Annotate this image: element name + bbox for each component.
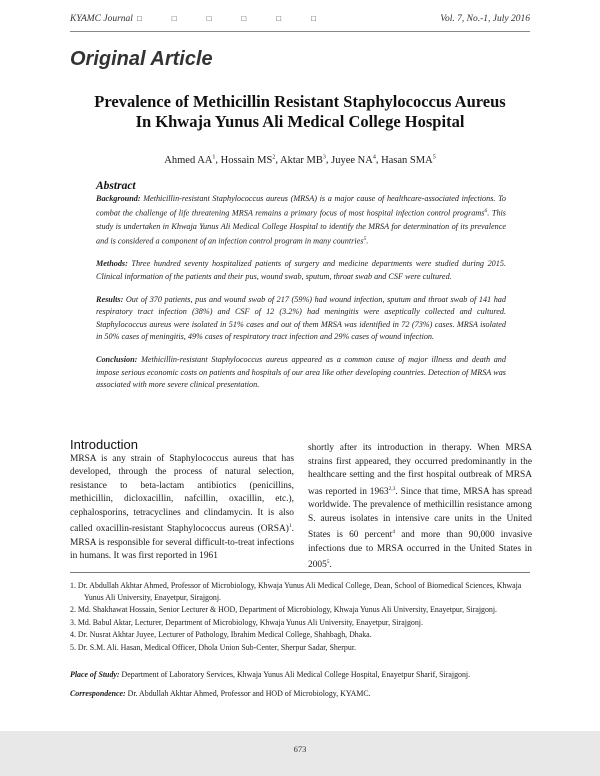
- footnote-rule: [70, 572, 530, 573]
- author: Ahmed $AA^1$: [164, 154, 216, 166]
- abstract-heading: Abstract: [96, 180, 136, 192]
- affiliation-item: 2. Md. Shakhawat Hossain, Senior Lecturer & HOD, Department of Microbiology, Khwaja Yunus Ali University, Enayetpur, Sirajgonj.: [70, 605, 498, 615]
- affiliation-item: 1. Dr. Abdullah Akhtar Ahmed, Professor of Microbiology, Khwaja Yunus Ali Medical College, Dean, School of Biomedical Sciences, Khwaja Yunus Ali University, Enayetpur, Sirajgonj.: [70, 581, 522, 602]
- header-boxes: □ □ □ □ □ □: [136, 14, 330, 23]
- author: Juyee $NA^4$: [331, 154, 376, 166]
- place-of-study: Place of Study: Department of Laboratory Services, Khwaja Yunus Ali Medical College Hospital, Enayetpur Sharif, Sirajgonj.: [70, 670, 471, 679]
- page-number: 673: [293, 744, 307, 754]
- intro-paragraph: MRSA is any strain of Staphylococcus aureus that has developed, through the process of natural selection, resistance to beta-lactam antibiotics (penicillins, methicillin, dicloxacillin, nafcillin, oxacillin, etc.), cephalosporins, tetracyclines and clindamycin. It is also called oxacillin-resistant Staphylococcus aureus (ORSA)$^1$. MRSA is responsible for several difficult-to-treat infections in humans. It was first reported in 1961: [70, 453, 294, 562]
- correspondence: Correspondence: Dr. Abdullah Akhtar Ahmed, Professor and HOD of Microbiology, KYAMC.: [70, 689, 371, 698]
- author: Aktar $MB^3$: [279, 154, 326, 166]
- author: Hasan SMA$^5$: [381, 154, 436, 166]
- author-list: Ahmed $AA^1$, Hossain $MS^2$, Aktar $MB^3$, Juyee $NA^4$, Hasan SMA$^5$: [164, 154, 436, 166]
- author: Hossain $MS^2$: [220, 154, 276, 166]
- affiliation-item: 4. Dr. Nusrat Akhtar Juyee, Lecturer of Pathology, Ibrahim Medical College, Shahbagh, Dhaka.: [70, 630, 372, 640]
- abstract-results: Results: Out of 370 patients, pus and wound swab of 217 (59%) had wound infection, sputum and throat swab of 141 had respiratory tract infection (38%) and CSF of 12 (3.2%) had meningitis were aseptically collected and cultured. Staphylococcus aureus were isolated in 51% cases and out of them MRSA was identified in 72 (73%) cases. MRSA isolated in 50% cases of meningitis, 49% cases of respiratory tract infection and 29% cases of wound infection.: [96, 294, 506, 342]
- page-footer: [0, 731, 600, 776]
- abstract-conclusion: Conclusion: Methicillin-resistant Staphylococcus aureus appeared as a common cause of major illness and death and impose serious economic costs on patients and hospitals of our area like other developing countries. Detection of MRSA was associated with more severe clinical presentation.: [96, 355, 506, 390]
- article-title: Prevalence of Methicillin Resistant Staphylococcus Aureus In Khwaja Yunus Ali Medical College Hospital: [94, 92, 506, 131]
- journal-name: KYAMC Journal □ □ □ □ □ □: [70, 14, 330, 24]
- abstract-background: Background: Methicillin-resistant Staphylococcus aureus (MRSA) is a major cause of healthcare-associated infections. To combat the challenge of life threatening MRSA remains a primary focus of most hospital infection control programs$^6$. This study is undertaken in Khwaja Yunus Ali Medical College Hospital to identify the MRSA for determination of its prevalence and is considered a component of an infection control program in many countries$^5$.: [96, 193, 507, 246]
- intro-paragraph-continued: shortly after its introduction in therapy. When MRSA strains first appeared, they occurred predominantly in the healthcare setting and the first hospital outbreak of MRSA was reported in 1963$^{2,3}$. Since that time, MRSA has spread worldwide. The prevalence of methicillin resistance among S. aureus isolates in intensive care units in the United States is 60 percent$^4$ and more than 90,000 invasive infections due to MRSA occurred in the United States in 2005$^5$.: [308, 443, 532, 571]
- introduction-heading: Introduction: [70, 437, 138, 452]
- author-affiliations: [70, 580, 540, 655]
- abstract: [96, 180, 506, 402]
- intro-left-column: [70, 438, 294, 564]
- abstract-methods: Methods: Three hundred seventy hospitalized patients of surgery and medicine departments were studied during 2015. Clinical information of the patients and their pus, wound swab, sputum, throat swab and CSF were cultured.: [96, 259, 506, 282]
- article-type: Original Article: [70, 48, 213, 70]
- running-head: [70, 14, 530, 28]
- intro-right-column: [308, 442, 532, 573]
- header-rule: [70, 31, 530, 32]
- affiliation-item: 5. Dr. S.M. Ali. Hasan, Medical Officer, Dhola Union Sub-Center, Sherpur Sadar, Sherpur.: [70, 642, 356, 652]
- journal-issue: Vol. 7, No.-1, July 2016: [440, 14, 530, 24]
- affiliation-item: 3. Md. Babul Aktar, Lecturer, Department of Microbiology, Khwaja Yunus Ali University, Enayetpur, Sirajgonj.: [70, 617, 423, 627]
